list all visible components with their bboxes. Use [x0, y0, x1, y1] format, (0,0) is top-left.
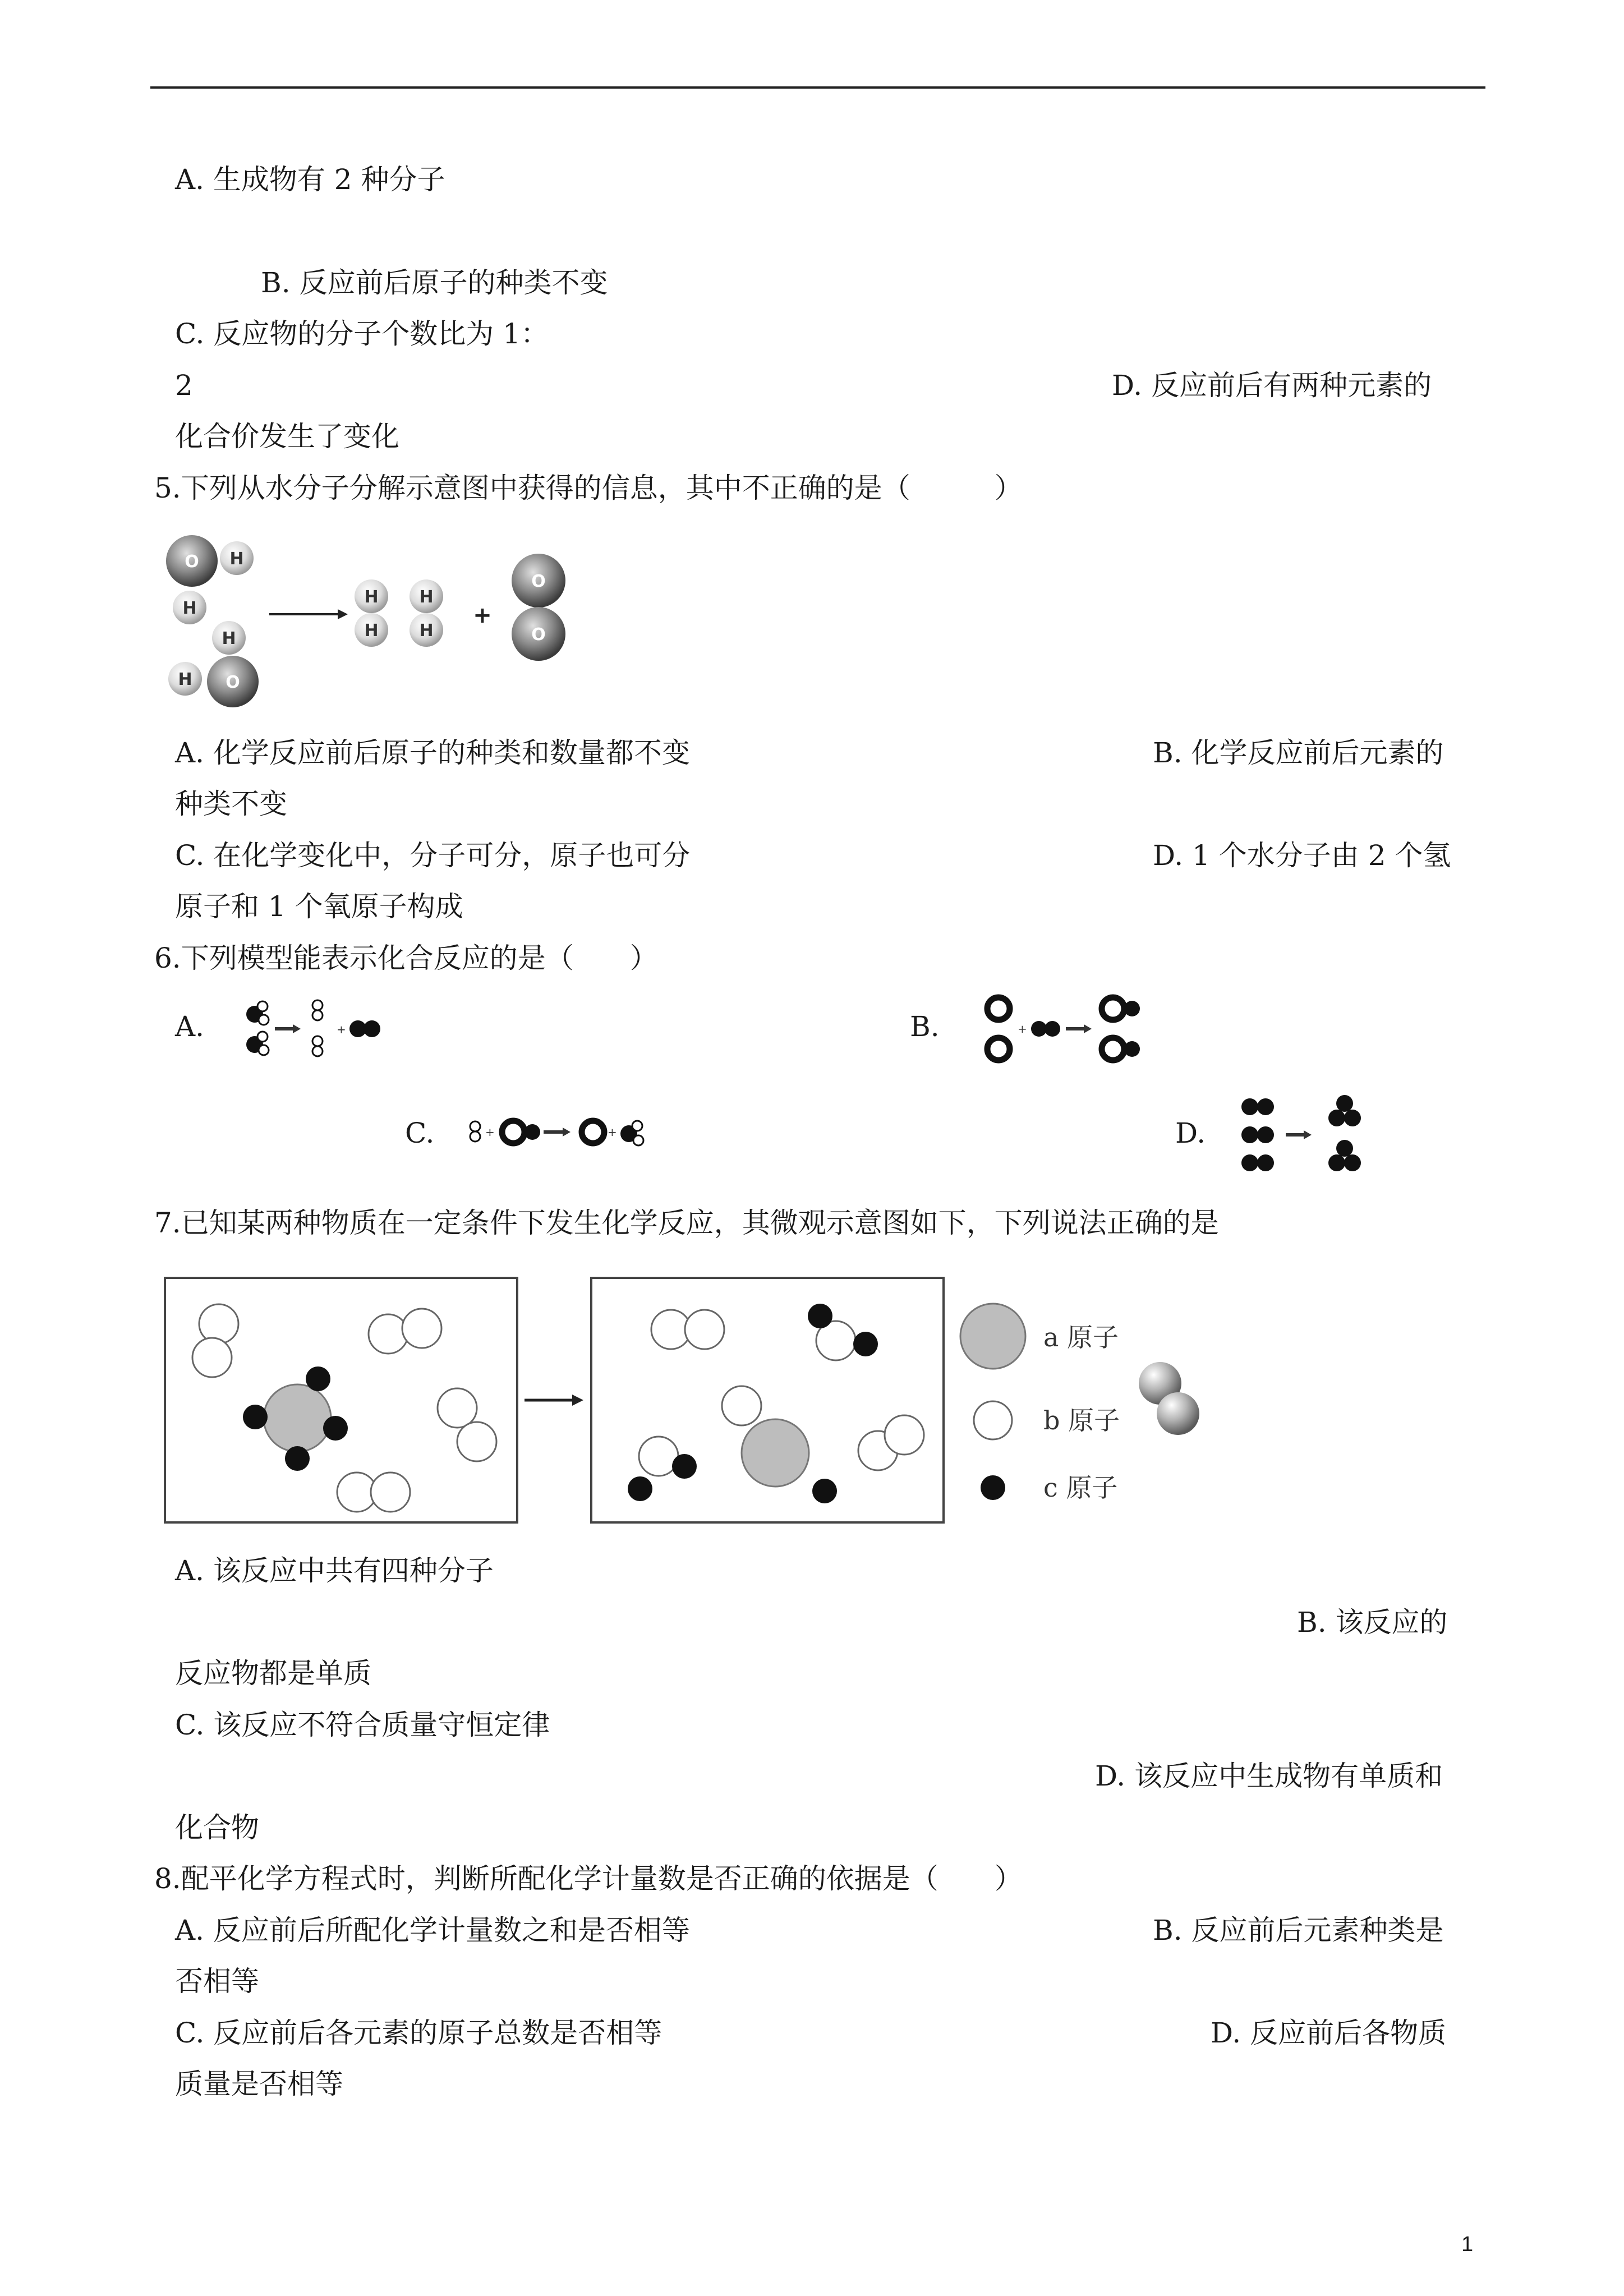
svg-text:O: O	[531, 625, 546, 645]
svg-text:+: +	[337, 1023, 346, 1036]
legend-a-atom: a 原子	[1043, 1322, 1119, 1352]
legend-b-atom: b 原子	[1043, 1405, 1120, 1435]
atom-o-label: O	[185, 552, 199, 572]
q7-option-b-continued: 反应物都是单质	[175, 1657, 371, 1690]
svg-text:H: H	[419, 587, 434, 607]
q7-option-c[interactable]: C. 该反应不符合质量守恒定律	[175, 1709, 550, 1741]
legend-c-atom: c 原子	[1043, 1473, 1118, 1503]
water-decomposition-diagram	[157, 530, 583, 715]
q4-option-d-continued: 化合价发生了变化	[175, 420, 399, 453]
q6-model-c	[463, 1114, 665, 1153]
q8-option-d[interactable]: D. 反应前后各物质	[1211, 2017, 1447, 2049]
header-rule	[150, 86, 1485, 89]
page-number: 1	[1461, 2233, 1474, 2256]
q6-model-b	[976, 990, 1167, 1069]
q8-stem: 8.配平化学方程式时，判断所配化学计量数是否正确的依据是（ ）	[154, 1862, 1023, 1895]
q5-option-b[interactable]: B. 化学反应前后元素的	[1153, 737, 1444, 769]
svg-text:H: H	[178, 670, 192, 689]
q5-option-b-continued: 种类不变	[175, 788, 287, 820]
svg-text:H: H	[419, 621, 434, 641]
svg-text:H: H	[222, 629, 236, 648]
q8-option-a[interactable]: A. 反应前后所配化学计量数之和是否相等	[175, 1914, 690, 1947]
q5-stem: 5.下列从水分子分解示意图中获得的信息，其中不正确的是（ ）	[154, 472, 1023, 504]
q6-option-d[interactable]: D.	[1175, 1117, 1206, 1149]
q8-option-d-continued: 质量是否相等	[175, 2068, 343, 2100]
svg-text:O: O	[226, 673, 240, 692]
q7-option-b[interactable]: B. 该反应的	[1297, 1606, 1448, 1639]
q5-option-d[interactable]: D. 1 个水分子由 2 个氢	[1153, 839, 1451, 872]
reaction-micro-diagram	[163, 1273, 1229, 1531]
q6-model-a	[234, 993, 397, 1066]
svg-text:+: +	[608, 1125, 617, 1139]
q5-option-c[interactable]: C. 在化学变化中，分子可分，原子也可分	[175, 839, 691, 872]
svg-text:H: H	[364, 621, 379, 641]
q5-option-a[interactable]: A. 化学反应前后原子的种类和数量都不变	[175, 737, 690, 769]
q8-option-b-continued: 否相等	[175, 1965, 259, 1998]
q6-model-d	[1234, 1091, 1380, 1181]
svg-text:O: O	[531, 572, 546, 591]
q8-option-b[interactable]: B. 反应前后元素种类是	[1153, 1914, 1444, 1947]
svg-text:+: +	[1018, 1022, 1027, 1036]
q5-option-d-continued: 原子和 1 个氧原子构成	[175, 890, 463, 923]
q6-option-b[interactable]: B.	[910, 1010, 940, 1043]
svg-text:H: H	[229, 549, 244, 569]
svg-text:H: H	[182, 599, 197, 618]
q8-option-c[interactable]: C. 反应前后各元素的原子总数是否相等	[175, 2017, 663, 2049]
q4-option-a[interactable]: A. 生成物有 2 种分子	[175, 163, 445, 196]
svg-text:H: H	[364, 587, 379, 607]
q6-stem: 6.下列模型能表示化合反应的是（ ）	[154, 942, 658, 974]
q6-option-c[interactable]: C.	[405, 1117, 435, 1149]
q7-option-d-continued: 化合物	[175, 1811, 259, 1844]
q4-option-c-continued: 2	[175, 369, 193, 402]
q4-option-b[interactable]: B. 反应前后原子的种类不变	[261, 266, 608, 299]
q7-option-d[interactable]: D. 该反应中生成物有单质和	[1095, 1760, 1443, 1792]
svg-text:+: +	[485, 1125, 495, 1139]
q4-option-c[interactable]: C. 反应物的分子个数比为 1：	[175, 318, 549, 350]
plus-sign: +	[473, 602, 492, 628]
q7-stem: 7.已知某两种物质在一定条件下发生化学反应，其微观示意图如下，下列说法正确的是	[154, 1207, 1219, 1239]
q6-option-a[interactable]: A.	[175, 1010, 205, 1043]
q7-option-a[interactable]: A. 该反应中共有四种分子	[175, 1554, 494, 1587]
q4-option-d[interactable]: D. 反应前后有两种元素的	[1112, 369, 1432, 402]
